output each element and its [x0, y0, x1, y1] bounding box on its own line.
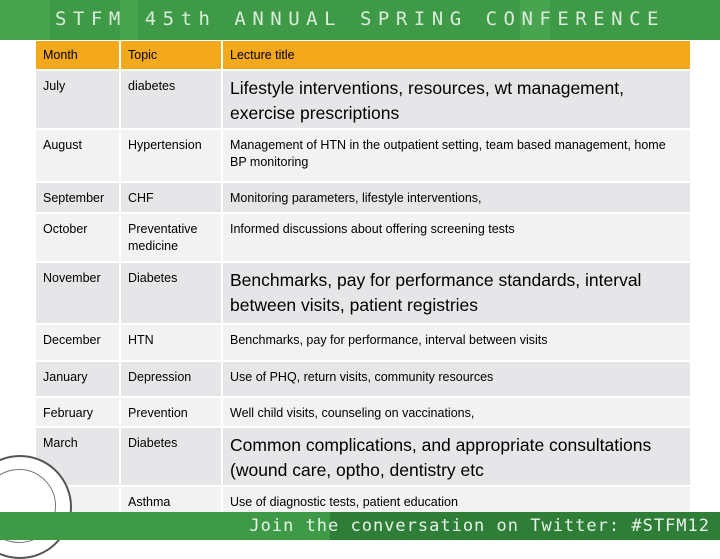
topic-cell: Diabetes: [120, 427, 222, 486]
topic-cell: diabetes: [120, 70, 222, 129]
lecture-title-cell: Use of diagnostic tests, patient education: [222, 486, 691, 516]
month-cell: January: [36, 361, 120, 397]
twitter-hashtag-text: Join the conversation on Twitter: #STFM12: [249, 516, 710, 536]
lecture-title-cell: Well child visits, counseling on vaccinations,: [222, 397, 691, 427]
topic-cell: Asthma: [120, 486, 222, 516]
lecture-title-cell: Lifestyle interventions, resources, wt management, exercise prescriptions: [222, 70, 691, 129]
month-cell: December: [36, 324, 120, 361]
table-row: [36, 213, 691, 262]
lecture-title-cell: Monitoring parameters, lifestyle interventions,: [222, 182, 691, 213]
table-header-row: [36, 41, 691, 70]
month-cell: October: [36, 213, 120, 262]
month-cell: August: [36, 129, 120, 182]
lecture-title-cell: Informed discussions about offering screening tests: [222, 213, 691, 262]
month-cell: November: [36, 262, 120, 323]
lecture-title-cell: Use of PHQ, return visits, community resources: [222, 361, 691, 397]
conference-title: STFM 45th ANNUAL SPRING CONFERENCE: [55, 8, 665, 30]
month-cell: July: [36, 70, 120, 129]
table-row: [36, 324, 691, 361]
table-row: [36, 397, 691, 427]
topic-cell: Hypertension: [120, 129, 222, 182]
lecture-title-cell: Benchmarks, pay for performance, interval between visits: [222, 324, 691, 361]
lecture-title-cell: Benchmarks, pay for performance standards, interval between visits, patient registries: [222, 262, 691, 323]
topic-cell: HTN: [120, 324, 222, 361]
lecture-title-cell: Common complications, and appropriate consultations (wound care, optho, dentistry etc: [222, 427, 691, 486]
table-row: [36, 70, 691, 129]
table-row: [36, 262, 691, 323]
month-cell: February: [36, 397, 120, 427]
column-header-lecture-title: Lecture title: [222, 41, 691, 70]
top-banner: [0, 0, 720, 40]
month-cell: March: [36, 427, 120, 486]
bottom-banner: [0, 512, 720, 540]
table-row: [36, 129, 691, 182]
table-row: [36, 361, 691, 397]
table-row: [36, 427, 691, 486]
column-header-month: Month: [36, 41, 120, 70]
topic-cell: Prevention: [120, 397, 222, 427]
table-row: [36, 182, 691, 213]
topic-cell: Depression: [120, 361, 222, 397]
lecture-title-cell: Management of HTN in the outpatient setting, team based management, home BP monitoring: [222, 129, 691, 182]
column-header-topic: Topic: [120, 41, 222, 70]
topic-cell: Preventative medicine: [120, 213, 222, 262]
month-cell: September: [36, 182, 120, 213]
lecture-schedule-table: [36, 41, 692, 517]
topic-cell: Diabetes: [120, 262, 222, 323]
topic-cell: CHF: [120, 182, 222, 213]
